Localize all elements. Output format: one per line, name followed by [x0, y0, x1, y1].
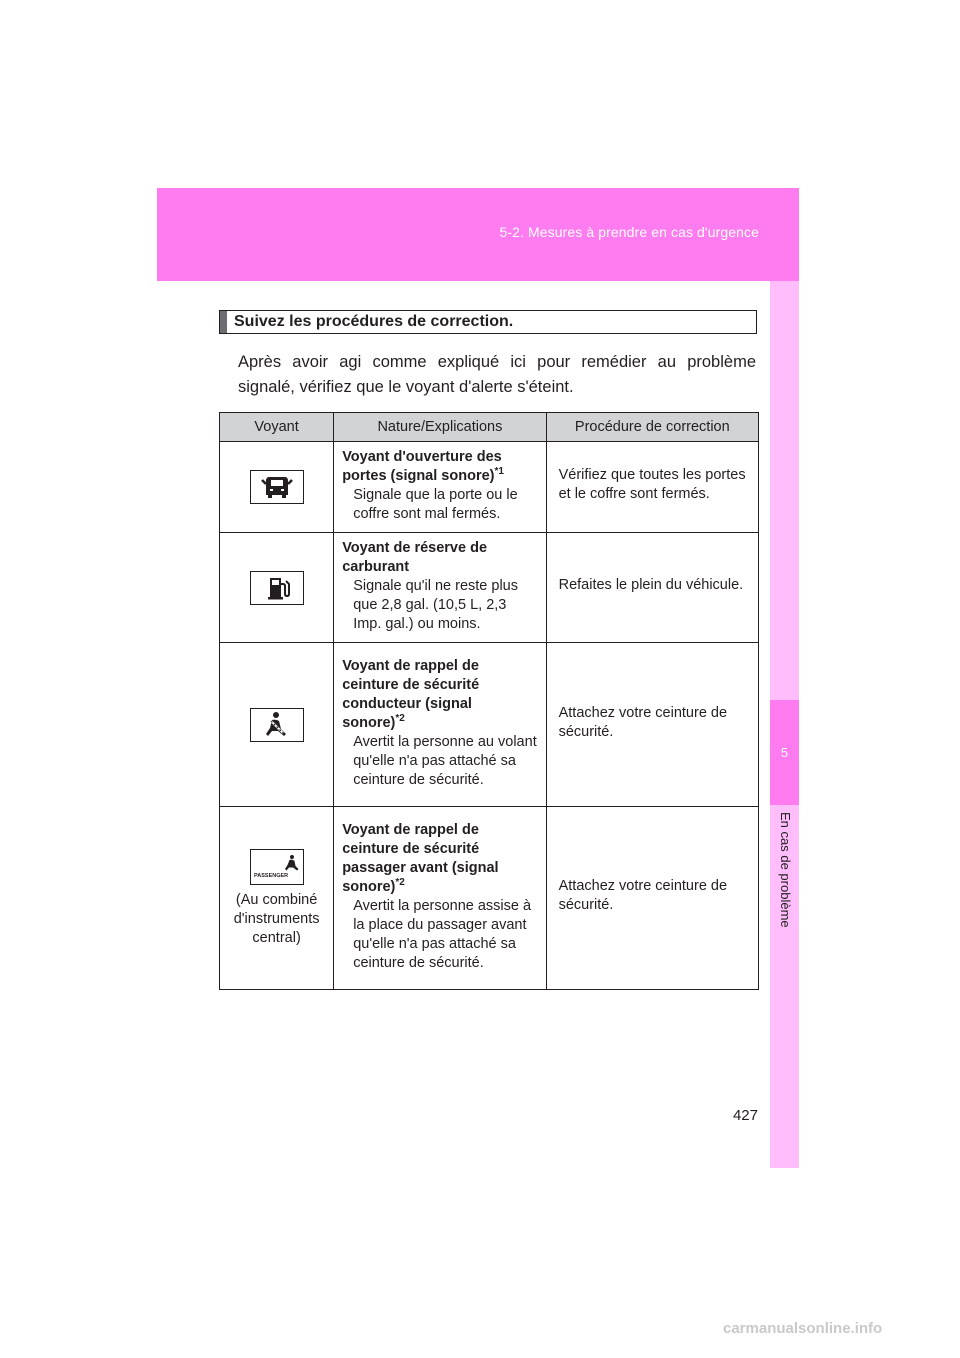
procedure-cell: Attachez votre ceinture de sécurité.: [546, 643, 758, 807]
icon-cell: [220, 643, 334, 807]
chapter-tab-label: En cas de problème: [778, 812, 793, 928]
seatbelt-driver-icon: [250, 708, 304, 742]
heading-accent-bar: [220, 311, 227, 333]
nature-cell: [334, 807, 546, 990]
column-header-procedure: Procédure de correction: [546, 413, 758, 442]
warning-light-table: [219, 412, 759, 990]
warning-title: Voyant d'ouverture des portes (signal sonore)$^{*1}$: [342, 449, 504, 484]
svg-text:PASSENGER: PASSENGER: [253, 872, 288, 879]
icon-cell: [220, 533, 334, 643]
warning-title: Voyant de réserve de carburant: [342, 540, 488, 575]
warning-description: Signale qu'il ne reste plus que 2,8 gal. (10,5 L, 2,3 Imp. gal.) ou moins.: [353, 578, 518, 632]
warning-description: Signale que la porte ou le coffre sont mal fermés.: [353, 487, 518, 522]
column-header-nature: Nature/Explications: [334, 413, 546, 442]
icon-cell: [220, 442, 334, 533]
warning-description: Avertit la personne assise à la place du passager avant qu'elle n'a pas attaché sa ceinture de sécurité.: [353, 898, 532, 971]
fuel-pump-icon: [250, 571, 304, 605]
chapter-tab-number: 5: [780, 745, 789, 760]
procedure-heading: [219, 310, 757, 334]
table-row: [220, 533, 759, 643]
warning-description: Avertit la personne au volant qu'elle n'a pas attaché sa ceinture de sécurité.: [353, 734, 537, 788]
table-row: [220, 643, 759, 807]
page-number: 427: [732, 1107, 758, 1124]
column-header-voyant: Voyant: [220, 413, 334, 442]
door-open-icon: [250, 470, 304, 504]
table-row: [220, 807, 759, 990]
warning-title: Voyant de rappel de ceinture de sécurité passager avant (signal sonore)$^{*2}$: [342, 822, 499, 895]
watermark-text: carmanualsonline.info: [723, 1320, 883, 1337]
procedure-cell: Vérifiez que toutes les portes et le coffre sont fermés.: [546, 442, 758, 533]
section-header-band: [157, 188, 799, 281]
icon-cell: [220, 807, 334, 990]
icon-caption: (Au combiné d'instruments central): [233, 891, 320, 946]
table-row: [220, 442, 759, 533]
intro-paragraph: Après avoir agi comme expliqué ici pour remédier au problème signalé, vérifiez que le voyant d'alerte s'éteint.: [238, 353, 756, 396]
nature-cell: [334, 442, 546, 533]
nature-cell: [334, 643, 546, 807]
warning-title: Voyant de rappel de ceinture de sécurité conducteur (signal sonore)$^{*2}$: [342, 658, 480, 731]
section-header-title: 5-2. Mesures à prendre en cas d'urgence: [499, 224, 759, 240]
nature-cell: [334, 533, 546, 643]
seatbelt-passenger-icon: [250, 849, 304, 885]
procedure-cell: Refaites le plein du véhicule.: [546, 533, 758, 643]
procedure-heading-text: Suivez les procédures de correction.: [234, 313, 514, 330]
procedure-cell: Attachez votre ceinture de sécurité.: [546, 807, 758, 990]
table-header-row: [220, 413, 759, 442]
